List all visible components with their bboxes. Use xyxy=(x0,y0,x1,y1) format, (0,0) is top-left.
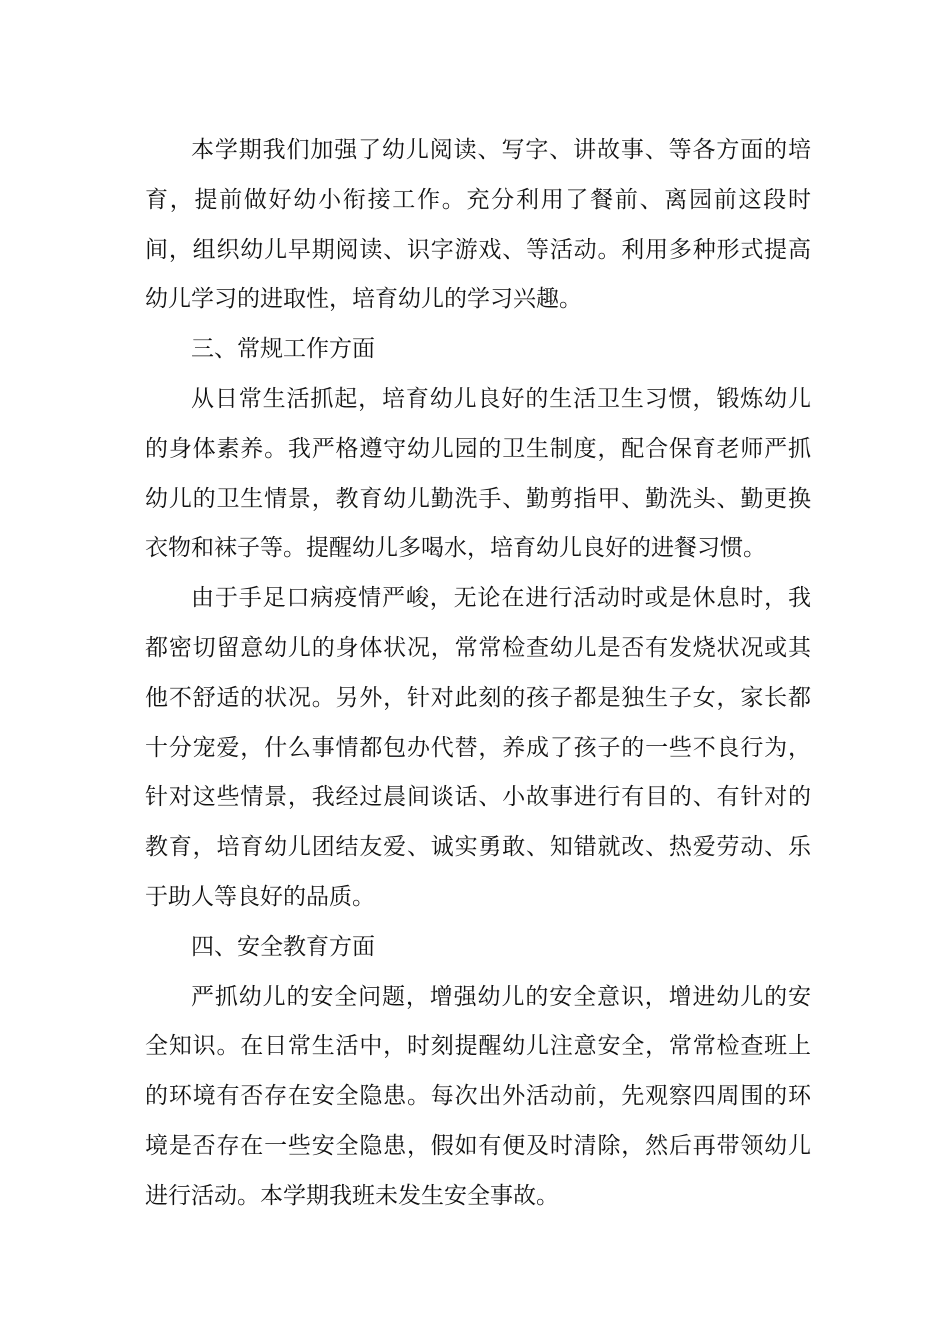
paragraph-health-monitoring: 由于手足口病疫情严峻，无论在进行活动时或是休息时，我都密切留意幼儿的身体状况，常常检查幼儿是否有发烧状况或其他不舒适的状况。另外，针对此刻的孩子都是独生子女，家长都十分宠爱，什么事情都包办代替，养成了孩子的一些不良行为，针对这些情景，我经过晨间谈话、小故事进行有目的、有针对的教育，培育幼儿团结友爱、诚实勇敢、知错就改、热爱劳动、乐于助人等良好的品质。 xyxy=(145,585,811,910)
document-body xyxy=(145,126,811,1222)
paragraph-reading-education: 本学期我们加强了幼儿阅读、写字、讲故事、等各方面的培育，提前做好幼小衔接工作。充分利用了餐前、离园前这段时间，组织幼儿早期阅读、识字游戏、等活动。利用多种形式提高幼儿学习的进取性，培育幼儿的学习兴趣。 xyxy=(145,137,811,313)
paragraph-hygiene-habits: 从日常生活抓起，培育幼儿良好的生活卫生习惯，锻炼幼儿的身体素养。我严格遵守幼儿园的卫生制度，配合保育老师严抓幼儿的卫生情景，教育幼儿勤洗手、勤剪指甲、勤洗头、勤更换衣物和袜子等。提醒幼儿多喝水，培育幼儿良好的进餐习惯。 xyxy=(145,385,811,562)
section-heading-routine-work: 三、常规工作方面 xyxy=(191,336,375,363)
section-heading-safety-education: 四、安全教育方面 xyxy=(191,933,375,960)
paragraph-safety-awareness: 严抓幼儿的安全问题，增强幼儿的安全意识，增进幼儿的安全知识。在日常生活中，时刻提醒幼儿注意安全，常常检查班上的环境有否存在安全隐患。每次出外活动前，先观察四周围的环境是否存在一些安全隐患，假如有便及时清除，然后再带领幼儿进行活动。本学期我班未发生安全事故。 xyxy=(145,983,811,1209)
